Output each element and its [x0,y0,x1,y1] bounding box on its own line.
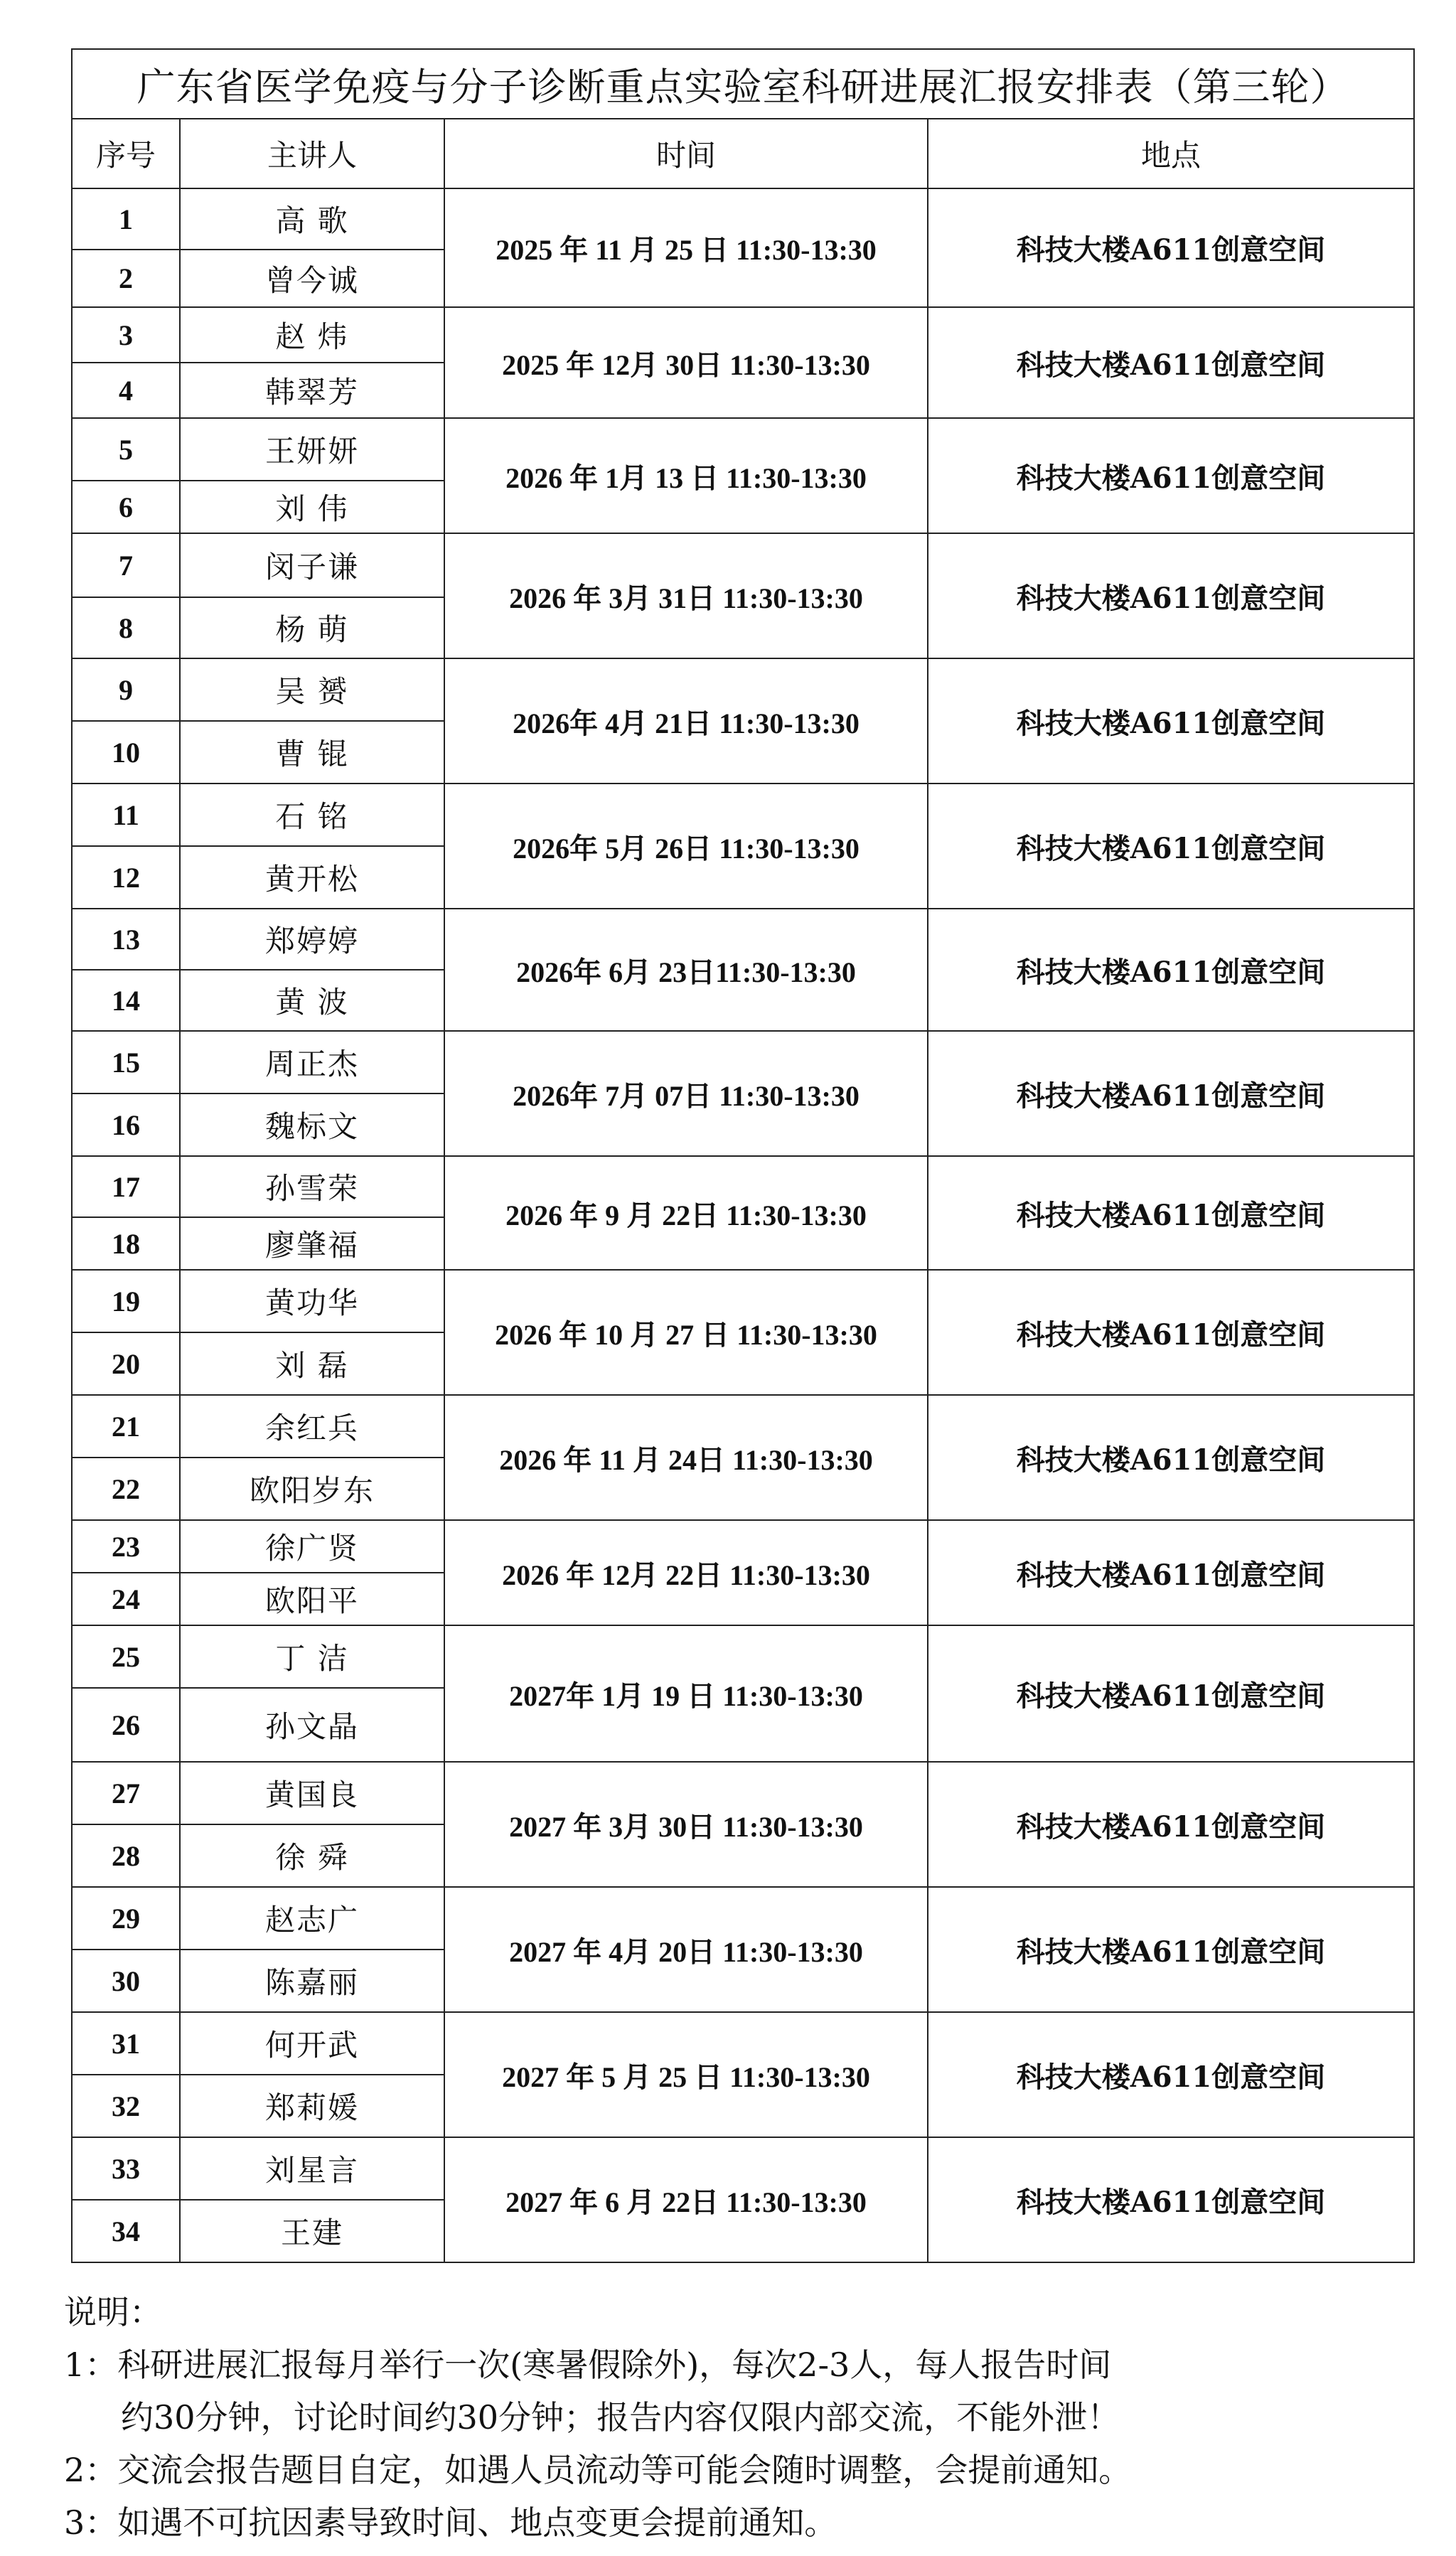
session-place: 科技大楼A611创意空间 [928,909,1414,1031]
seq-number: 16 [72,1093,180,1156]
session-time: 2027 年 4月 20日 11:30-13:30 [444,1887,928,2012]
session-time: 2026年 4月 21日 11:30-13:30 [444,658,928,784]
seq-number: 8 [72,597,180,658]
table-row [72,1031,1414,1093]
note-label: 2： [64,2451,118,2489]
session-place: 科技大楼A611创意空间 [928,307,1414,418]
speaker-name: 孙雪荣 [180,1156,444,1217]
speaker-name: 刘 伟 [180,481,444,533]
seq-number: 21 [72,1395,180,1458]
table-row [72,1270,1414,1332]
note-label: 1： [64,2346,118,2384]
session-time: 2026 年 9 月 22日 11:30-13:30 [444,1156,928,1270]
header-place: 地点 [928,119,1414,188]
session-place: 科技大楼A611创意空间 [928,1625,1414,1762]
session-time: 2026 年 11 月 24日 11:30-13:30 [444,1395,928,1520]
note-item [64,2496,1415,2549]
session-time: 2025 年 12月 30日 11:30-13:30 [444,307,928,418]
seq-number: 3 [72,307,180,363]
session-place: 科技大楼A611创意空间 [928,1762,1414,1887]
speaker-name: 王建 [180,2200,444,2262]
header-seq: 序号 [72,119,180,188]
session-place: 科技大楼A611创意空间 [928,1156,1414,1270]
session-place: 科技大楼A611创意空间 [928,188,1414,307]
notes-section [64,2286,1415,2549]
table-row [72,1520,1414,1573]
session-place: 科技大楼A611创意空间 [928,1520,1414,1625]
session-place: 科技大楼A611创意空间 [928,1887,1414,2012]
session-place: 科技大楼A611创意空间 [928,658,1414,784]
session-place: 科技大楼A611创意空间 [928,2137,1414,2262]
seq-number: 33 [72,2137,180,2200]
session-time: 2026 年 3月 31日 11:30-13:30 [444,533,928,658]
note-label: 3： [64,2503,118,2542]
table-row [72,2012,1414,2075]
seq-number: 6 [72,481,180,533]
speaker-name: 黄国良 [180,1762,444,1824]
notes-heading: 说明： [64,2293,162,2331]
table-row [72,307,1414,363]
speaker-name: 欧阳岁东 [180,1458,444,1520]
seq-number: 12 [72,846,180,909]
table-row [72,1625,1414,1688]
note-item [64,2338,1415,2391]
session-time: 2026 年 12月 22日 11:30-13:30 [444,1520,928,1625]
session-time: 2027 年 6 月 22日 11:30-13:30 [444,2137,928,2262]
session-place: 科技大楼A611创意空间 [928,784,1414,909]
speaker-name: 孙文晶 [180,1688,444,1762]
table-row [72,1762,1414,1824]
seq-number: 26 [72,1688,180,1762]
speaker-name: 闵子谦 [180,533,444,597]
speaker-name: 徐广贤 [180,1520,444,1573]
session-time: 2027 年 5 月 25 日 11:30-13:30 [444,2012,928,2137]
speaker-name: 韩翠芳 [180,363,444,418]
speaker-name: 徐 舜 [180,1824,444,1887]
session-place: 科技大楼A611创意空间 [928,1395,1414,1520]
seq-number: 11 [72,784,180,846]
seq-number: 2 [72,250,180,307]
schedule-table [71,48,1415,2263]
seq-number: 10 [72,721,180,784]
speaker-name: 高 歌 [180,188,444,250]
speaker-name: 刘星言 [180,2137,444,2200]
speaker-name: 陈嘉丽 [180,1950,444,2012]
speaker-name: 黄开松 [180,846,444,909]
header-speaker: 主讲人 [180,119,444,188]
seq-number: 1 [72,188,180,250]
seq-number: 18 [72,1217,180,1270]
session-time: 2027年 1月 19 日 11:30-13:30 [444,1625,928,1762]
schedule-body [72,188,1414,2262]
schedule-sheet [71,48,1413,2263]
speaker-name: 廖肇福 [180,1217,444,1270]
seq-number: 5 [72,418,180,481]
speaker-name: 吴 赟 [180,658,444,721]
seq-number: 17 [72,1156,180,1217]
session-place: 科技大楼A611创意空间 [928,1031,1414,1156]
session-time: 2026年 7月 07日 11:30-13:30 [444,1031,928,1156]
table-row [72,188,1414,250]
seq-number: 22 [72,1458,180,1520]
note-text: 科研进展汇报每月举行一次(寒暑假除外)，每次2-3人，每人报告时间 [117,2346,1112,2384]
session-time: 2026年 6月 23日11:30-13:30 [444,909,928,1031]
seq-number: 14 [72,970,180,1031]
seq-number: 27 [72,1762,180,1824]
session-time: 2026年 5月 26日 11:30-13:30 [444,784,928,909]
speaker-name: 郑莉媛 [180,2075,444,2137]
speaker-name: 石 铭 [180,784,444,846]
table-row [72,533,1414,597]
seq-number: 30 [72,1950,180,2012]
session-place: 科技大楼A611创意空间 [928,533,1414,658]
speaker-name: 赵志广 [180,1887,444,1950]
speaker-name: 周正杰 [180,1031,444,1093]
note-text: 交流会报告题目自定，如遇人员流动等可能会随时调整，会提前通知。 [117,2451,1132,2489]
session-time: 2025 年 11 月 25 日 11:30-13:30 [444,188,928,307]
speaker-name: 王妍妍 [180,418,444,481]
seq-number: 23 [72,1520,180,1573]
table-row [72,909,1414,970]
seq-number: 34 [72,2200,180,2262]
table-row [72,2137,1414,2200]
speaker-name: 黄 波 [180,970,444,1031]
session-place: 科技大楼A611创意空间 [928,2012,1414,2137]
session-place: 科技大楼A611创意空间 [928,418,1414,533]
table-row [72,418,1414,481]
seq-number: 31 [72,2012,180,2075]
seq-number: 9 [72,658,180,721]
seq-number: 20 [72,1332,180,1395]
speaker-name: 魏标文 [180,1093,444,1156]
session-time: 2027 年 3月 30日 11:30-13:30 [444,1762,928,1887]
note-item [64,2444,1415,2496]
note-continuation: 约30分钟，讨论时间约30分钟；报告内容仅限内部交流，不能外泄！ [121,2398,1120,2437]
speaker-name: 欧阳平 [180,1573,444,1625]
session-time: 2026 年 1月 13 日 11:30-13:30 [444,418,928,533]
seq-number: 24 [72,1573,180,1625]
speaker-name: 赵 炜 [180,307,444,363]
table-row [72,1395,1414,1458]
seq-number: 4 [72,363,180,418]
speaker-name: 黄功华 [180,1270,444,1332]
speaker-name: 曹 锟 [180,721,444,784]
speaker-name: 杨 萌 [180,597,444,658]
seq-number: 15 [72,1031,180,1093]
seq-number: 29 [72,1887,180,1950]
seq-number: 28 [72,1824,180,1887]
table-row [72,1887,1414,1950]
table-title: 广东省医学免疫与分子诊断重点实验室科研进展汇报安排表（第三轮） [72,49,1414,119]
speaker-name: 郑婷婷 [180,909,444,970]
speaker-name: 刘 磊 [180,1332,444,1395]
table-row [72,1156,1414,1217]
speaker-name: 丁 洁 [180,1625,444,1688]
table-row [72,784,1414,846]
seq-number: 32 [72,2075,180,2137]
session-time: 2026 年 10 月 27 日 11:30-13:30 [444,1270,928,1395]
seq-number: 19 [72,1270,180,1332]
table-row [72,658,1414,721]
seq-number: 13 [72,909,180,970]
speaker-name: 何开武 [180,2012,444,2075]
note-text: 如遇不可抗因素导致时间、地点变更会提前通知。 [117,2503,837,2542]
speaker-name: 余红兵 [180,1395,444,1458]
session-place: 科技大楼A611创意空间 [928,1270,1414,1395]
header-time: 时间 [444,119,928,188]
seq-number: 25 [72,1625,180,1688]
speaker-name: 曾今诚 [180,250,444,307]
seq-number: 7 [72,533,180,597]
